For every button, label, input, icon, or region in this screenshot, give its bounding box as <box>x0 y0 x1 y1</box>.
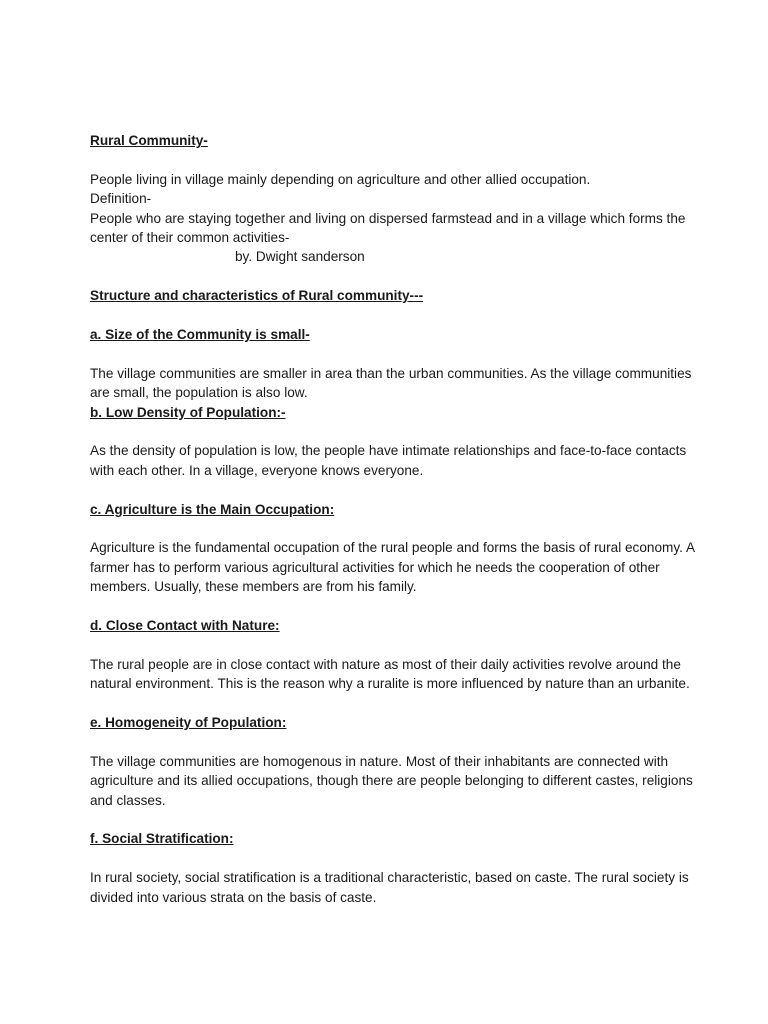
spacer <box>90 344 700 363</box>
definition-author: by. Dwight sanderson <box>235 249 365 265</box>
spacer <box>90 519 700 538</box>
document-title: Rural Community- <box>90 133 208 148</box>
section-text-size: The village communities are smaller in area than the urban communities. As the village communities are small, the population is also low. <box>90 365 692 401</box>
definition-label: Definition- <box>90 191 152 207</box>
section-heading-nature: d. Close Contact with Nature: <box>90 618 280 634</box>
spacer <box>90 694 700 713</box>
spacer <box>90 267 700 286</box>
spacer <box>90 597 700 616</box>
section-heading-density: b. Low Density of Population:- <box>90 404 286 420</box>
spacer <box>90 306 700 325</box>
intro-text: People living in village mainly depending on agriculture and other allied occupation. <box>90 171 591 187</box>
spacer <box>90 480 700 499</box>
section-heading-agriculture: c. Agriculture is the Main Occupation: <box>90 501 335 517</box>
section-text-nature: The rural people are in close contact with nature as most of their daily activities revolve around the natural environment. This is the reason why a ruralite is more influenced by nature than an urbanite. <box>90 656 690 692</box>
spacer <box>90 635 700 654</box>
spacer <box>90 150 700 169</box>
section-text-homogeneity: The village communities are homogenous in nature. Most of their inhabitants are connected with agriculture and its allied occupations, though there are people belonging to different castes, religions and classes. <box>90 753 693 808</box>
section-heading-size: a. Size of the Community is small- <box>90 327 310 343</box>
section-text-density: As the density of population is low, the people have intimate relationships and face-to-face contacts with each other. In a village, everyone knows everyone. <box>90 443 687 478</box>
section-heading-homogeneity: e. Homogeneity of Population: <box>90 715 287 731</box>
section-text-stratification: In rural society, social stratification is a traditional characteristic, based on caste. The rural society is divided into various strata on the basis of caste. <box>90 870 689 905</box>
section-heading-stratification: f. Social Stratification: <box>90 831 234 847</box>
spacer <box>90 422 700 441</box>
spacer <box>90 810 700 829</box>
section-text-agriculture: Agriculture is the fundamental occupation of the rural people and forms the basis of rural economy. A farmer has to perform various agricultural activities for which he needs the cooperation of other members. Usually, these members are from his family. <box>90 540 695 595</box>
document-page <box>90 131 700 907</box>
spacer <box>90 732 700 751</box>
structure-heading: Structure and characteristics of Rural community--- <box>90 288 424 304</box>
definition-text: People who are staying together and living on dispersed farmstead and in a village which forms the center of their common activities- <box>90 210 686 246</box>
spacer <box>90 849 700 868</box>
